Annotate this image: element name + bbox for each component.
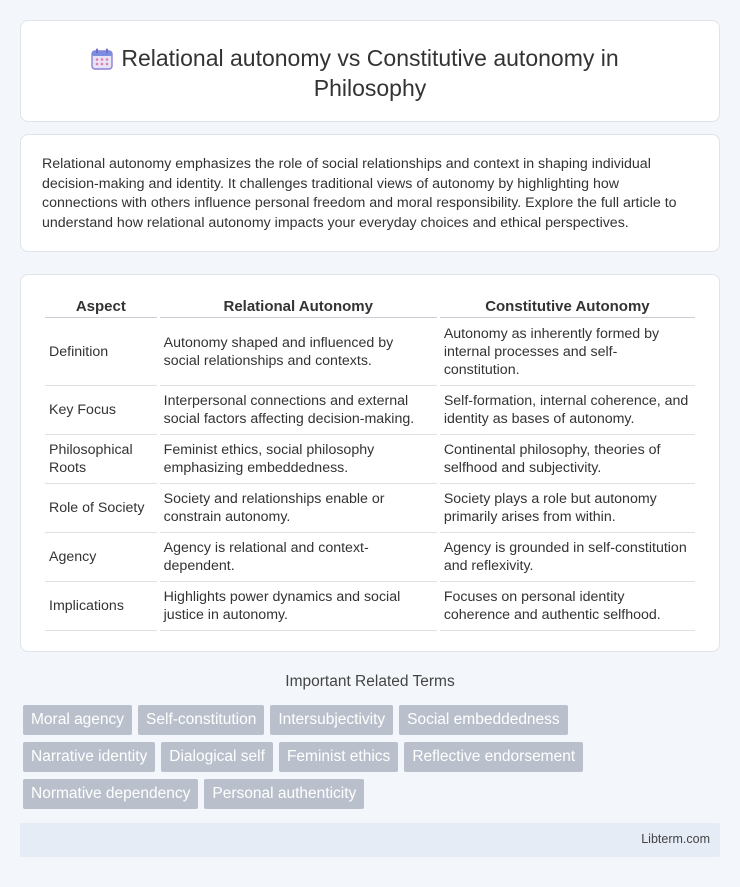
header-aspect: Aspect (45, 297, 157, 318)
related-term-tag[interactable]: Normative dependency (23, 779, 198, 809)
row-aspect: Role of Society (45, 484, 157, 533)
intro-card (20, 134, 720, 252)
header-relational: Relational Autonomy (160, 297, 437, 318)
row-aspect: Philosophical Roots (45, 435, 157, 484)
table-row (45, 386, 695, 435)
row-constitutive: Agency is grounded in self-constitution and reflexivity. (440, 533, 695, 582)
related-term-tag[interactable]: Narrative identity (23, 742, 155, 772)
related-term-tag[interactable]: Dialogical self (161, 742, 273, 772)
table-row (45, 484, 695, 533)
comparison-card (20, 274, 720, 652)
footer (20, 823, 720, 857)
related-terms-heading: Important Related Terms (285, 673, 455, 690)
table-row (45, 318, 695, 386)
table-row (45, 533, 695, 582)
row-aspect: Agency (45, 533, 157, 582)
table-row (45, 582, 695, 631)
related-term-tag[interactable]: Personal authenticity (204, 779, 364, 809)
row-aspect: Definition (45, 318, 157, 386)
header-constitutive: Constitutive Autonomy (440, 297, 695, 318)
row-relational: Agency is relational and context-dependent. (160, 533, 437, 582)
related-term-tag[interactable]: Social embeddedness (399, 705, 568, 735)
table-header-row (45, 297, 695, 318)
row-relational: Autonomy shaped and influenced by social relationships and contexts. (160, 318, 437, 386)
row-constitutive: Self-formation, internal coherence, and identity as bases of autonomy. (440, 386, 695, 435)
related-terms-list (23, 705, 623, 809)
row-relational: Interpersonal connections and external social factors affecting decision-making. (160, 386, 437, 435)
table-row (45, 435, 695, 484)
row-relational: Society and relationships enable or constrain autonomy. (160, 484, 437, 533)
comparison-table (42, 297, 698, 631)
related-term-tag[interactable]: Self-constitution (138, 705, 264, 735)
row-relational: Highlights power dynamics and social justice in autonomy. (160, 582, 437, 631)
intro-paragraph: Relational autonomy emphasizes the role of social relationships and context in shaping individual decision-making and identity. It challenges traditional views of autonomy by highlighting how connections with others influence personal freedom and moral responsibility. Explore the full article to understand how relational autonomy impacts your everyday choices and ethical perspectives. (42, 156, 677, 231)
footer-site-link[interactable]: Libterm.com (641, 832, 710, 846)
row-aspect: Key Focus (45, 386, 157, 435)
row-constitutive: Continental philosophy, theories of selfhood and subjectivity. (440, 435, 695, 484)
related-term-tag[interactable]: Reflective endorsement (404, 742, 583, 772)
row-relational: Feminist ethics, social philosophy emphasizing embeddedness. (160, 435, 437, 484)
related-term-tag[interactable]: Feminist ethics (279, 742, 398, 772)
related-term-tag[interactable]: Intersubjectivity (270, 705, 393, 735)
page-title: Relational autonomy vs Constitutive autonomy in Philosophy (121, 45, 619, 101)
title-card (20, 20, 720, 122)
row-constitutive: Focuses on personal identity coherence and authentic selfhood. (440, 582, 695, 631)
row-aspect: Implications (45, 582, 157, 631)
row-constitutive: Society plays a role but autonomy primarily arises from within. (440, 484, 695, 533)
row-constitutive: Autonomy as inherently formed by internal processes and self-constitution. (440, 318, 695, 386)
related-term-tag[interactable]: Moral agency (23, 705, 132, 735)
